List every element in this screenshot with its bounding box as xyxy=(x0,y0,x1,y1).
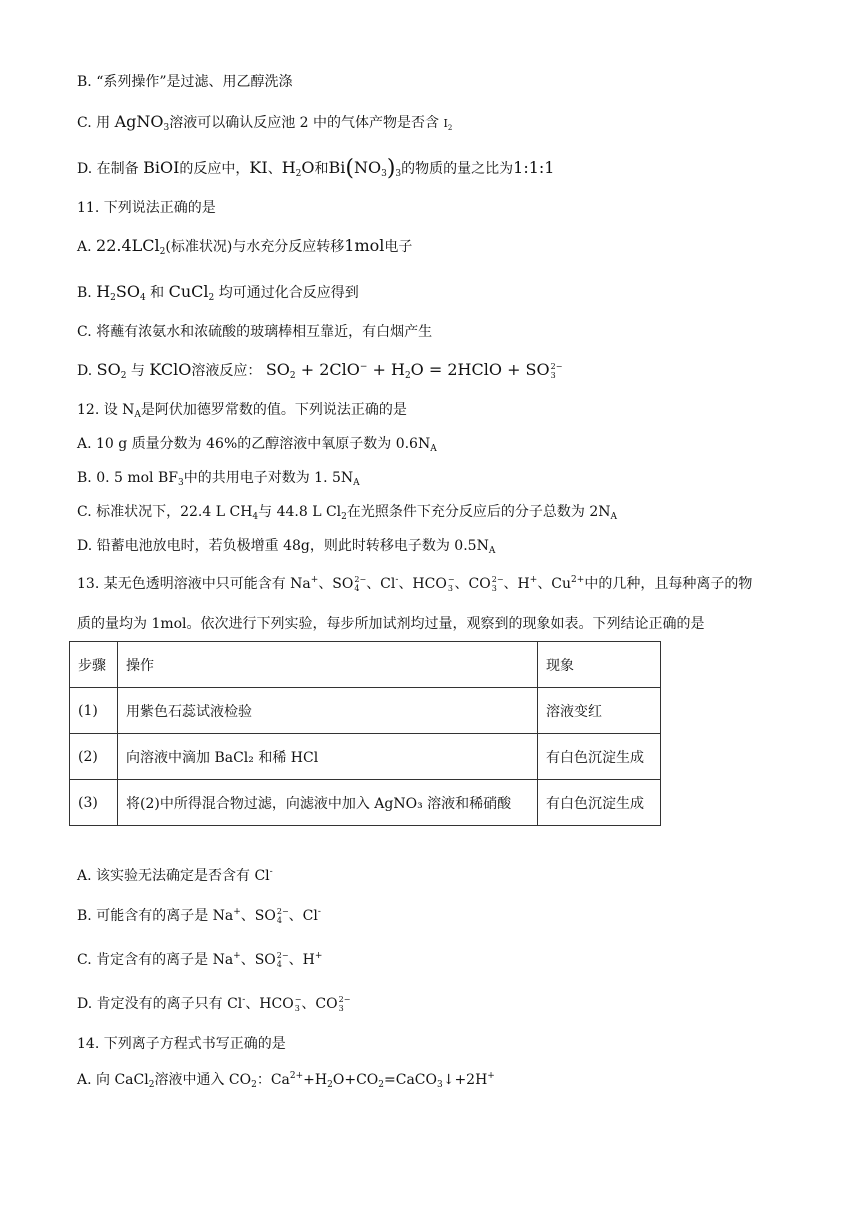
cell-operation: 将(2)中所得混合物过滤，向滤液中加入 AgNO₃ 溶液和稀硝酸 xyxy=(118,780,538,826)
cell-phenomenon: 溶液变红 xyxy=(538,688,661,734)
table-row xyxy=(70,734,661,780)
option-12c: C. 标准状况下，22.4 L $CH_4$与 44.8 L $Cl_2$在光照条件下充分反应后的分子总数为 $2N_A$ xyxy=(77,504,617,522)
cell-step: (3) xyxy=(70,780,118,826)
header-step: 步骤 xyxy=(70,642,118,688)
option-11a: A. 22.4LCl$_2$(标准状况)与水充分反应转移1mol电子 xyxy=(77,236,413,257)
formula-bioi: BiOI xyxy=(143,158,180,177)
header-phenomenon: 现象 xyxy=(538,642,661,688)
question-12-stem: 12. 设 $N_A$是阿伏加德罗常数的值。下列说法正确的是 xyxy=(77,402,407,420)
formula-ki: KI xyxy=(249,158,268,177)
question-11-stem: 11. 下列说法正确的是 xyxy=(77,200,216,216)
option-13a: A. 该实验无法确定是否含有 Cl- xyxy=(77,867,273,884)
formula-i2: $I_2$ xyxy=(443,117,453,132)
formula-bino3-3: $Bi(NO_3)_3$ xyxy=(328,156,402,181)
option-13b: B. 可能含有的离子是 Na+、SO 2− 4 、Cl- xyxy=(77,907,321,925)
table-header-row xyxy=(70,642,661,688)
formula-agno3: AgNO$_3$ xyxy=(114,112,170,133)
cell-phenomenon: 有白色沉淀生成 xyxy=(538,734,661,780)
formula-cl2-quantity: 22.4LCl$_2$ xyxy=(96,236,166,257)
option-12a: A. 10 g 质量分数为 46%的乙醇溶液中氧原子数为 $0.6N_A$ xyxy=(77,436,437,454)
question-13-stem-line1: 13. 某无色透明溶液中只可能含有 Na+、SO 2− 4 、Cl-、HCO − 3 、CO 2− 3 、H+、$Cu^{2+}$中的几种，且每种离子的物 xyxy=(77,575,753,593)
option-11c: C. 将蘸有浓氨水和浓硫酸的玻璃棒相互靠近，有白烟产生 xyxy=(77,324,433,340)
option-12b: B. 0. 5 mol $BF_3$中的共用电子对数为 1. $5N_A$ xyxy=(77,470,360,488)
option-13d: D. 肯定没有的离子只有 Cl-、HCO − 3 、CO 2− 3 xyxy=(77,995,351,1013)
option-12d: D. 铅蓄电池放电时，若负极增重 48g，则此时转移电子数为 $0.5N_A$ xyxy=(77,538,496,556)
formula-so2: $SO_2$ xyxy=(96,360,127,381)
option-11b: B. $H_2SO_4$ 和 CuCl$_2$ 均可通过化合反应得到 xyxy=(77,282,359,303)
formula-kclo: KClO xyxy=(149,360,192,379)
cell-operation: 向溶液中滴加 BaCl₂ 和稀 HCl xyxy=(118,734,538,780)
ionic-equation: $SO_2 + 2ClO^- + H_2O$ = 2HClO + SO 2− 3 xyxy=(265,360,563,381)
formula-h2so4: $H_2SO_4$ xyxy=(96,282,146,303)
cell-step: (2) xyxy=(70,734,118,780)
ratio-value: 1:1:1 xyxy=(513,158,555,177)
formula-h2o: $H_2O$ xyxy=(281,158,315,179)
text: 溶液可以确认反应池 2 中的气体产物是否含 xyxy=(169,115,440,131)
table-row xyxy=(70,780,661,826)
cell-step: (1) xyxy=(70,688,118,734)
question-14-stem: 14. 下列离子方程式书写正确的是 xyxy=(77,1036,286,1052)
cell-operation: 用紫色石蕊试液检验 xyxy=(118,688,538,734)
experiment-table xyxy=(69,641,661,826)
header-operation: 操作 xyxy=(118,642,538,688)
option-10b: B. “系列操作”是过滤、用乙醇洗涤 xyxy=(77,74,293,90)
cell-phenomenon: 有白色沉淀生成 xyxy=(538,780,661,826)
table-row xyxy=(70,688,661,734)
question-13-stem-line2: 质的量均为 1mol。依次进行下列实验，每步所加试剂均过量，观察到的现象如表。下列结论正确的是 xyxy=(77,616,705,632)
text: C. 用 xyxy=(77,115,111,131)
option-14a: A. 向 CaCl$_2$溶液中通入 $CO_2$：$Ca^{2+}+H_2O+CO_2=CaCO_3↓+2H^+$ xyxy=(77,1071,495,1090)
option-10d: D. 在制备 BiOI的反应中，KI、$H_2O$和$Bi(NO_3)_3$的物质的量之比为1:1:1 xyxy=(77,156,555,181)
option-11d: D. $SO_2$ 与 KClO溶液反应： $SO_2 + 2ClO^- + H_2O$ = 2HClO + SO 2− 3 xyxy=(77,360,563,381)
formula-cucl2: CuCl$_2$ xyxy=(168,282,215,303)
option-13c: C. 肯定含有的离子是 Na+、SO 2− 4 、H+ xyxy=(77,951,323,969)
option-10c xyxy=(77,112,452,134)
